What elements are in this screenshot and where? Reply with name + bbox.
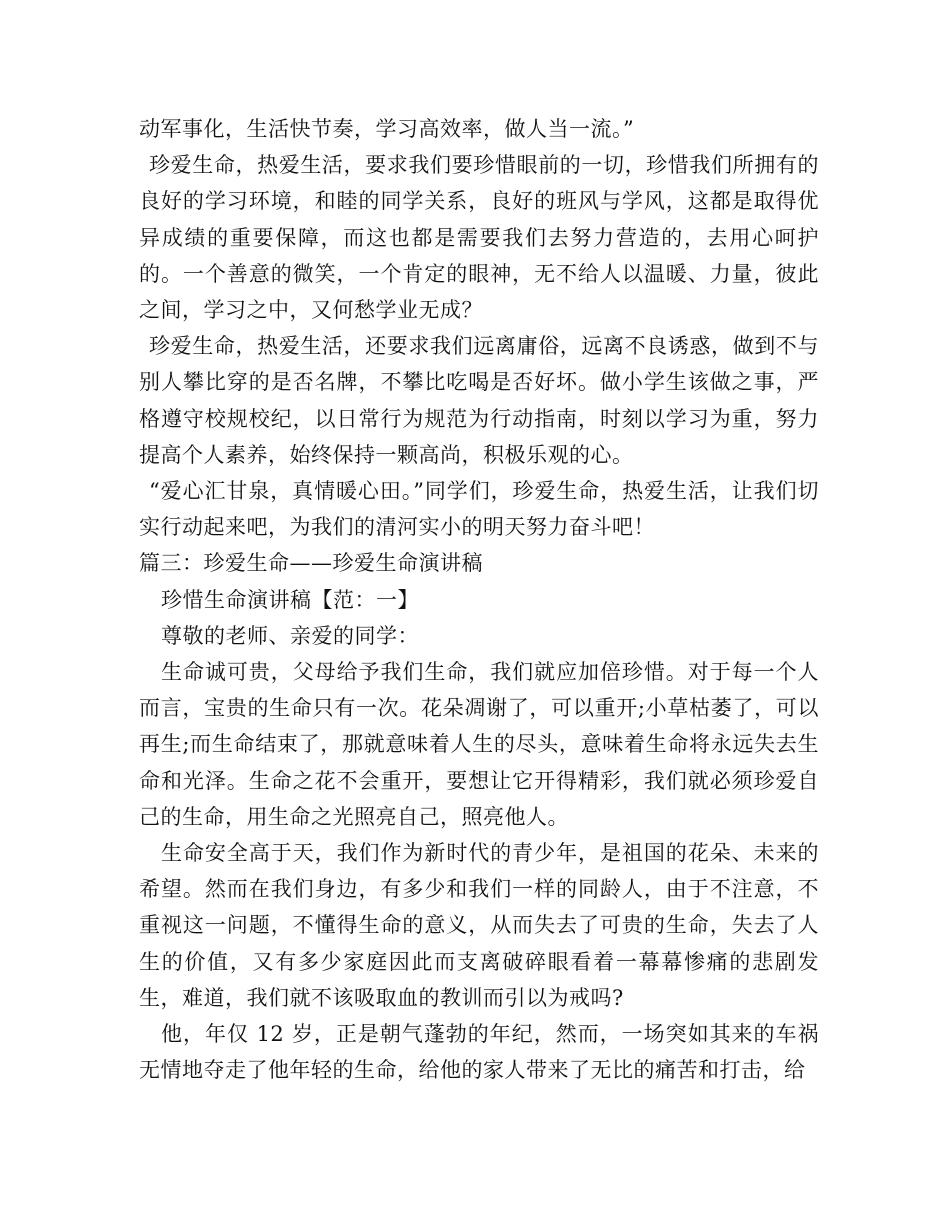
paragraph-continuation: 动军事化，生活快节奏，学习高效率，做人当一流。” [139,117,635,141]
paragraph-avoid-vulgarity: 珍爱生命，热爱生活，还要求我们远离庸俗，远离不良诱惑，做到不与别人攀比穿的是否名牌，不攀比吃喝是否好坏。做小学生该做之事，严格遵守校规校纪，以日常行为规范为行动指南，时刻以学习为重，努力提高个人素养，始终保持一颗高尚，积极乐观的心。 [139,334,819,467]
paragraph-cherish-surroundings: 珍爱生命，热爱生活，要求我们要珍惜眼前的一切，珍惜我们所拥有的良好的学习环境，和睦的同学关系，良好的班风与学风，这都是取得优异成绩的重要保障，而这也都是需要我们去努力营造的，去用心呵护的。一个善意的微笑，一个肯定的眼神，无不给人以温暖、力量，彼此之间，学习之中，又何愁学业无成？ [139,153,819,323]
paragraph-safety-first: 生命安全高于天，我们作为新时代的青少年，是祖国的花朵、未来的希望。然而在我们身边，有多少和我们一样的同龄人，由于不注意，不重视这一问题，不懂得生命的意义，从而失去了可贵的生命，失去了人生的价值，又有多少家庭因此而支离破碎眼看着一幕幕惨痛的悲剧发生，难道，我们就不该吸取血的教训而引以为戒吗? [139,841,819,1010]
paragraph-accident-story: 他，年仅 12 岁，正是朝气蓬勃的年纪，然而，一场突如其来的车祸无情地夺走了他年轻的生命，给他的家人带来了无比的痛苦和打击，给 [139,1022,819,1083]
paragraph-call-to-action: “爱心汇甘泉，真情暖心田。”同学们，珍爱生命，热爱生活，让我们切实行动起来吧，为我们的清河实小的明天努力奋斗吧！ [139,479,819,540]
paragraph-life-precious: 生命诚可贵，父母给予我们生命，我们就应加倍珍惜。对于每一个人而言，宝贵的生命只有一次。花朵凋谢了，可以重开;小草枯萎了，可以再生;而生命结束了，那就意味着人生的尽头，意味着生命将永远失去生命和光泽。生命之花不会重开，要想让它开得精彩，我们就必须珍爱自己的生命，用生命之光照亮自己，照亮他人。 [139,660,819,829]
salutation: 尊敬的老师、亲爱的同学： [161,623,419,648]
section-heading: 篇三：珍爱生命——珍爱生命演讲稿 [139,551,483,576]
speech-title: 珍惜生命演讲稿【范：一】 [161,587,419,612]
document-body [139,111,819,1088]
